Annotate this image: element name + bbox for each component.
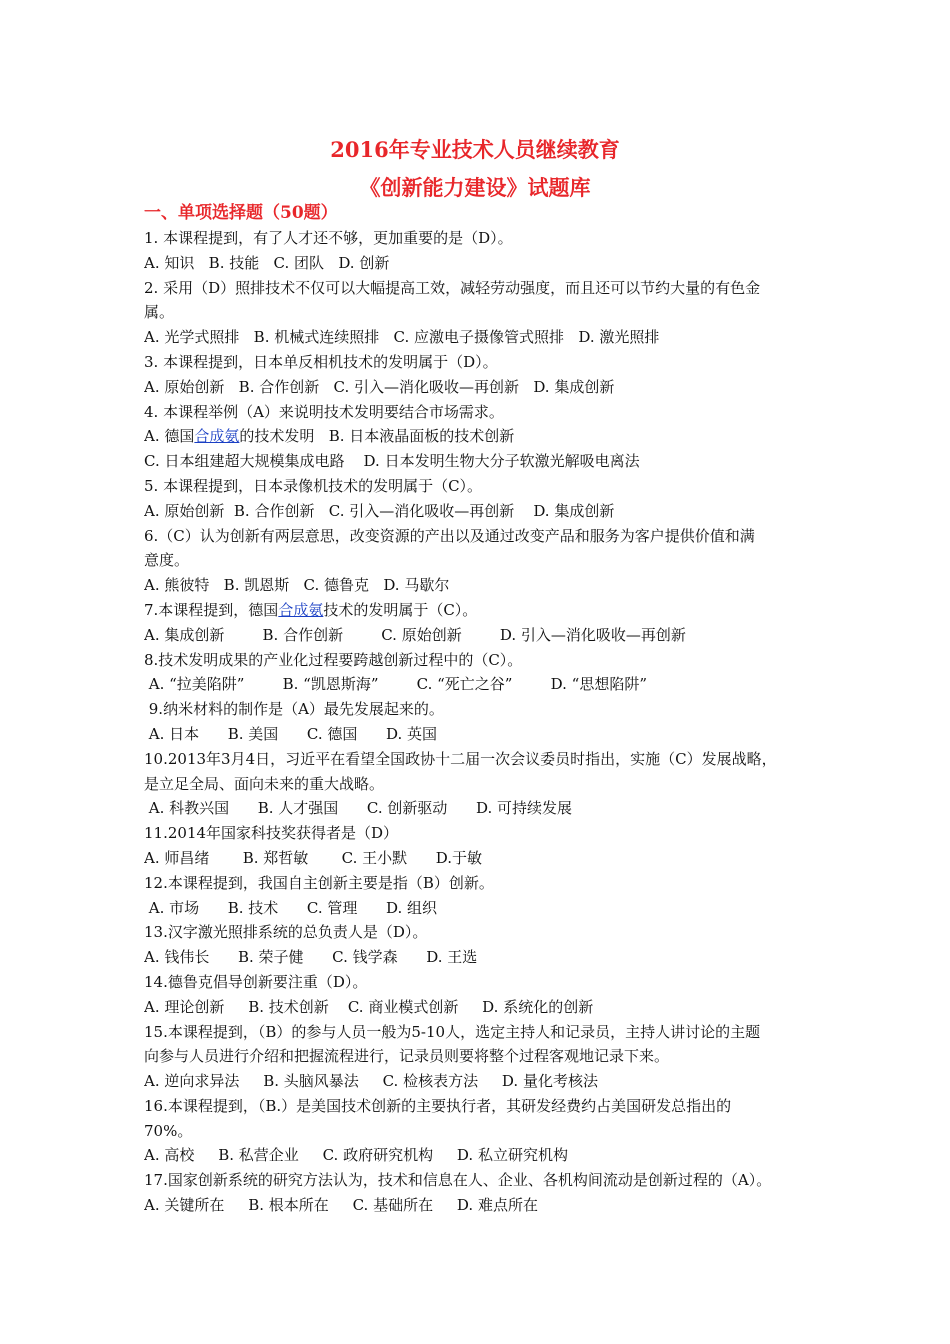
text-line (144, 623, 824, 648)
text-segment: 7.本课程提到，德国 (144, 600, 279, 619)
question-list (144, 226, 824, 1218)
text-segment: 技术的发明属于（C）。 (323, 600, 478, 619)
text-segment: A. 师昌绪 B. 郑哲敏 C. 王小默 D.于敏 (144, 848, 483, 867)
text-line (144, 648, 824, 673)
text-segment: A. 光学式照排 B. 机械式连续照排 C. 应激电子摄像管式照排 D. 激光照排 (144, 328, 660, 347)
text-line (144, 1193, 824, 1218)
text-segment: 10.2013年3月4日，习近平在看望全国政协十二届一次会议委员时指出，实施（C）发展战略， (144, 749, 777, 768)
text-segment: A. 知识 B. 技能 C. 团队 D. 创新 (144, 253, 390, 272)
text-segment: A. 钱伟长 B. 荣子健 C. 钱学森 D. 王选 (144, 948, 478, 967)
text-segment: 14.德鲁克倡导创新要注重（D）。 (144, 972, 368, 991)
text-line (144, 424, 824, 449)
ammonia-link[interactable]: 合成氨 (278, 600, 324, 619)
text-segment: 2. 采用（D）照排技术不仅可以大幅提高工效，减轻劳动强度，而且还可以节约大量的有色金 (144, 278, 761, 297)
text-line (144, 1069, 824, 1094)
text-segment: 向参与人员进行介绍和把握流程进行，记录员则要将整个过程客观地记录下来。 (144, 1047, 670, 1066)
text-line (144, 896, 824, 921)
text-segment: 意度。 (144, 551, 190, 570)
text-segment: A. “拉美陷阱” B. “凯恩斯海” C. “死亡之谷” D. “思想陷阱” (144, 675, 647, 694)
text-segment: A. 理论创新 B. 技术创新 C. 商业模式创新 D. 系统化的创新 (144, 997, 594, 1016)
text-line (144, 970, 824, 995)
text-segment: 3. 本课程提到，日本单反相机技术的发明属于（D）。 (144, 352, 498, 371)
text-line (144, 251, 824, 276)
text-segment: A. 日本 B. 美国 C. 德国 D. 英国 (144, 724, 438, 743)
text-segment: A. 德国 (144, 427, 195, 446)
text-line (144, 920, 824, 945)
text-line (144, 1020, 824, 1045)
text-line (144, 350, 824, 375)
text-line (144, 573, 824, 598)
text-line (144, 226, 824, 251)
text-segment: A. 逆向求异法 B. 头脑风暴法 C. 检核表方法 D. 量化考核法 (144, 1072, 598, 1091)
text-line (144, 772, 824, 797)
text-line (144, 796, 824, 821)
text-line (144, 871, 824, 896)
text-segment: 属。 (144, 303, 175, 322)
text-line (144, 325, 824, 350)
text-segment: 6.（C）认为创新有两层意思，改变资源的产出以及通过改变产品和服务为客户提供价值和满 (144, 526, 755, 545)
text-line (144, 1143, 824, 1168)
text-line (144, 995, 824, 1020)
text-line (144, 474, 824, 499)
document-title-line-2: 《创新能力建设》试题库 (359, 175, 591, 200)
text-line (144, 449, 824, 474)
text-segment: A. 熊彼特 B. 凯恩斯 C. 德鲁克 D. 马歇尔 (144, 576, 450, 595)
text-segment: 16.本课程提到，（B.）是美国技术创新的主要执行者，其研发经费约占美国研发总指出的 (144, 1096, 732, 1115)
text-segment: A. 关键所在 B. 根本所在 C. 基础所在 D. 难点所在 (144, 1196, 538, 1215)
text-segment: A. 原始创新 B. 合作创新 C. 引入—消化吸收—再创新 D. 集成创新 (144, 501, 615, 520)
text-line (144, 1094, 824, 1119)
text-segment: C. 日本组建超大规模集成电路 D. 日本发明生物大分子软激光解吸电离法 (144, 452, 640, 471)
text-segment: 1. 本课程提到，有了人才还不够，更加重要的是（D）。 (144, 229, 513, 247)
text-line (144, 548, 824, 573)
text-line (144, 747, 824, 772)
text-line (144, 400, 824, 425)
text-segment: 是立足全局、面向未来的重大战略。 (144, 774, 385, 793)
text-segment: 15.本课程提到，（B）的参与人员一般为5-10人，选定主持人和记录员，主持人讲讨论的主题 (144, 1022, 761, 1041)
text-segment: 17.国家创新系统的研究方法认为，技术和信息在人、企业、各机构间流动是创新过程的（A）。 (144, 1171, 772, 1190)
text-line (144, 276, 824, 301)
text-segment: 13.汉字激光照排系统的总负责人是（D）。 (144, 923, 428, 942)
text-segment: 的技术发明 B. 日本液晶面板的技术创新 (239, 427, 515, 446)
text-line (144, 672, 824, 697)
text-line (144, 945, 824, 970)
ammonia-link[interactable]: 合成氨 (194, 427, 240, 446)
text-segment: 12.本课程提到，我国自主创新主要是指（B）创新。 (144, 873, 494, 892)
text-line (144, 697, 824, 722)
text-segment: 5. 本课程提到，日本录像机技术的发明属于（C）。 (144, 476, 483, 495)
text-segment: A. 市场 B. 技术 C. 管理 D. 组织 (144, 898, 438, 917)
text-line (144, 821, 824, 846)
text-line (144, 499, 824, 524)
text-segment: 70%。 (144, 1121, 193, 1140)
text-line (144, 598, 824, 623)
text-line (144, 722, 824, 747)
text-segment: 4. 本课程举例（A）来说明技术发明要结合市场需求。 (144, 402, 504, 421)
text-segment: A. 科教兴国 B. 人才强国 C. 创新驱动 D. 可持续发展 (144, 799, 573, 818)
text-segment: 8.技术发明成果的产业化过程要跨越创新过程中的（C）。 (144, 650, 523, 669)
text-segment: A. 高校 B. 私营企业 C. 政府研究机构 D. 私立研究机构 (144, 1146, 568, 1165)
section-heading: 一、单项选择题（50题） (144, 203, 338, 223)
text-line (144, 1119, 824, 1144)
text-segment: A. 原始创新 B. 合作创新 C. 引入—消化吸收—再创新 D. 集成创新 (144, 377, 615, 396)
text-line (144, 524, 824, 549)
text-line (144, 1168, 824, 1193)
text-line (144, 1044, 824, 1069)
document-title-line-1: 2016年专业技术人员继续教育 (330, 137, 620, 162)
text-line (144, 375, 824, 400)
text-line (144, 300, 824, 325)
text-line (144, 846, 824, 871)
text-segment: 9.纳米材料的制作是（A）最先发展起来的。 (144, 700, 444, 719)
text-segment: 11.2014年国家科技奖获得者是（D） (144, 824, 399, 843)
text-segment: A. 集成创新 B. 合作创新 C. 原始创新 D. 引入—消化吸收—再创新 (144, 625, 686, 644)
